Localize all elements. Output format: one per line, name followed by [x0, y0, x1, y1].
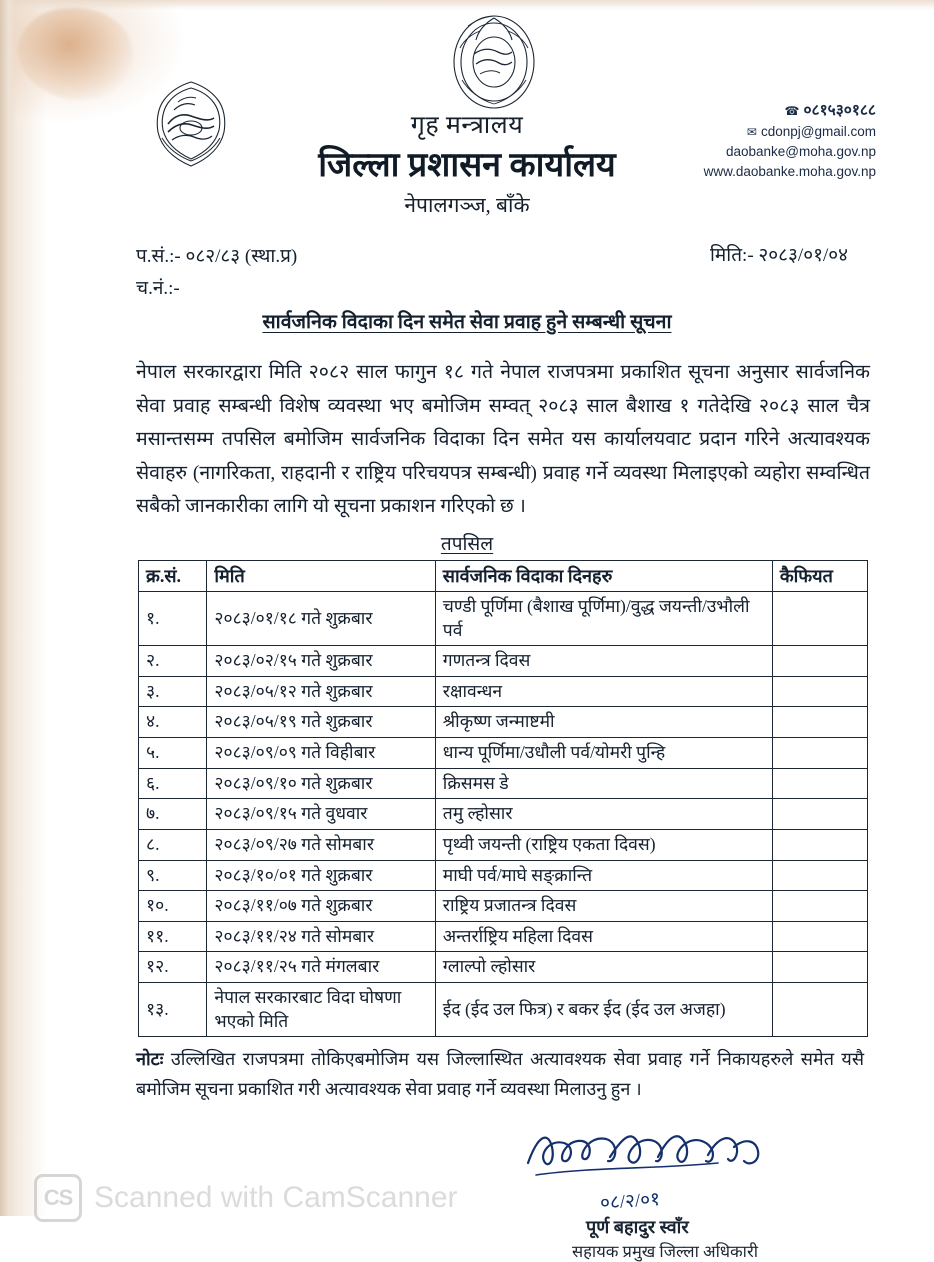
cell-remarks — [772, 676, 867, 707]
cell-remarks — [772, 860, 867, 891]
cell-sn: १३. — [139, 983, 207, 1037]
cell-date: २०८३/०९/२७ गते सोमबार — [207, 829, 435, 860]
reference-left — [136, 241, 297, 306]
cell-date: २०८३/१०/०१ गते शुक्रबार — [207, 860, 435, 891]
table-row — [139, 676, 868, 707]
camscanner-badge: CS — [34, 1174, 82, 1222]
cell-name: पृथ्वी जयन्ती (राष्ट्रिय एकता दिवस) — [435, 829, 772, 860]
cell-name: ग्लाल्पो ल्होसार — [435, 952, 772, 983]
note-label: नोटः — [136, 1049, 164, 1070]
letter-date: मिति:- २०८३/०१/०४ — [710, 245, 848, 266]
cell-name: गणतन्त्र दिवस — [435, 646, 772, 677]
signature-date: ०८/२/०१ — [599, 1189, 661, 1215]
cell-name: माघी पर्व/माघे सङ्क्रान्ति — [435, 860, 772, 891]
cell-remarks — [772, 829, 867, 860]
table-row — [139, 591, 868, 645]
contact-phone: ०८१५३०१८८ — [803, 102, 876, 119]
reference-block — [0, 241, 934, 305]
telephone-icon: ☎ — [784, 104, 800, 118]
cell-date: २०८३/०१/१८ गते शुक्रबार — [207, 591, 435, 645]
cell-date: २०८३/११/२४ गते सोमबार — [207, 921, 435, 952]
chalani-sankhya: च.नं.:- — [136, 278, 180, 300]
cell-name: चण्डी पूर्णिमा (बैशाख पूर्णिमा)/वुद्ध जयन्ती/उभौली पर्व — [435, 591, 772, 645]
table-row — [139, 921, 868, 952]
header-holiday-name: सार्वजनिक विदाका दिनहरु — [435, 560, 772, 591]
office-location: नेपालगञ्ज, बाँके — [404, 192, 530, 217]
header-date: मिति — [207, 560, 435, 591]
table-row — [139, 799, 868, 830]
letterhead — [0, 0, 934, 235]
cell-date: २०८३/०९/१० गते शुक्रबार — [207, 768, 435, 799]
schedule-label: तपसिल — [440, 533, 494, 555]
cell-name: ईद (ईद उल फित्र) र बकर ईद (ईद उल अजहा) — [435, 983, 772, 1037]
office-seal-icon — [438, 10, 550, 114]
table-row — [139, 952, 868, 983]
cell-remarks — [772, 738, 867, 769]
contact-email-secondary: daobanke@moha.gov.np — [725, 144, 876, 160]
notice-body: नेपाल सरकारद्वारा मिति २०८२ साल फागुन १८ गते नेपाल राजपत्रमा प्रकाशित सूचना अनुसार सार्वजनिक सेवा प्रवाह सम्बन्धी विशेष व्यवस्था भए बमोजिम सम्वत् २०८३ साल बैशाख १ गतेदेखि २०८३ साल चैत्र मसान्तसम्म तपसिल बमोजिम सार्वजनिक विदाका दिन समेत यस कार्यालयवाट प्रदान गरिने अत्यावश्यक सेवाहरु (नागरिकता, राहदानी र राष्ट्रिय परिचयपत्र सम्बन्धी) प्रवाह गर्ने व्यवस्था मिलाइएको व्यहोरा सम्वन्धित सबैको जानकारीका लागि यो सूचना प्रकाशन गरिएको छ । — [136, 362, 870, 518]
cell-sn: १. — [139, 591, 207, 645]
cell-sn: ४. — [139, 707, 207, 738]
cell-sn: १०. — [139, 891, 207, 922]
cell-remarks — [772, 983, 867, 1037]
table-row — [139, 860, 868, 891]
contact-phone-line — [704, 100, 876, 122]
table-row — [139, 646, 868, 677]
notice-subject: सार्वजनिक विदाका दिन समेत सेवा प्रवाह हुने सम्बन्धी सूचना — [262, 312, 672, 333]
office-name: जिल्ला प्रशासन कार्यालय — [318, 146, 616, 184]
holiday-table — [138, 560, 868, 1038]
cell-sn: ७. — [139, 799, 207, 830]
holiday-table-body — [139, 591, 868, 1036]
cell-sn: ५. — [139, 738, 207, 769]
cell-date: २०८३/११/०७ गते शुक्रबार — [207, 891, 435, 922]
cell-remarks — [772, 921, 867, 952]
cell-remarks — [772, 646, 867, 677]
cell-sn: ३. — [139, 676, 207, 707]
signatory-title: सहायक प्रमुख जिल्ला अधिकारी — [572, 1242, 758, 1262]
cell-sn: १२. — [139, 952, 207, 983]
cell-date: २०८३/०२/१५ गते शुक्रबार — [207, 646, 435, 677]
cell-date: २०८३/०९/१५ गते वुधवार — [207, 799, 435, 830]
cell-date: नेपाल सरकारबाट विदा घोषणा भएको मिति — [207, 983, 435, 1037]
cell-name: तमु ल्होसार — [435, 799, 772, 830]
cell-name: रक्षावन्धन — [435, 676, 772, 707]
cell-sn: ११. — [139, 921, 207, 952]
table-row — [139, 891, 868, 922]
contact-email-primary: cdonpj@gmail.com — [760, 124, 876, 140]
note-text: उल्लिखित राजपत्रमा तोकिएबमोजिम यस जिल्लास्थित अत्यावश्यक सेवा प्रवाह गर्ने निकायहरुले समेत यसै बमोजिम सूचना प्रकाशित गरी अत्यावश्यक सेवा प्रवाह गर्ने व्यवस्था मिलाउनु हुन । — [136, 1049, 865, 1100]
table-header-row — [139, 560, 868, 591]
table-row — [139, 829, 868, 860]
patra-sankhya: प.सं.:- ०८२/८३ (स्था.प्र) — [136, 246, 298, 267]
signatory-name: पूर्ण बहादुर स्वाँर — [586, 1217, 689, 1238]
contact-website: www.daobanke.moha.gov.np — [703, 163, 876, 179]
cell-sn: ८. — [139, 829, 207, 860]
table-row — [139, 738, 868, 769]
cell-remarks — [772, 768, 867, 799]
table-row — [139, 707, 868, 738]
cell-sn: २. — [139, 646, 207, 677]
cell-date: २०८३/०५/१९ गते शुक्रबार — [207, 707, 435, 738]
handwritten-signature-icon — [520, 1117, 780, 1187]
cell-name: अन्तर्राष्ट्रिय महिला दिवस — [435, 921, 772, 952]
cell-date: २०८३/०५/१२ गते शुक्रबार — [207, 676, 435, 707]
header-sn: क्र.सं. — [139, 560, 207, 591]
camscanner-text: Scanned with CamScanner — [94, 1181, 458, 1214]
cell-sn: ६. — [139, 768, 207, 799]
camscanner-watermark — [34, 1174, 458, 1222]
cell-sn: ९. — [139, 860, 207, 891]
table-row — [139, 983, 868, 1037]
cell-remarks — [772, 952, 867, 983]
cell-date: २०८३/११/२५ गते मंगलबार — [207, 952, 435, 983]
cell-remarks — [772, 707, 867, 738]
cell-remarks — [772, 891, 867, 922]
cell-name: धान्य पूर्णिमा/उधौली पर्व/योमरी पुन्हि — [435, 738, 772, 769]
header-remarks: कैफियत — [772, 560, 867, 591]
cell-name: क्रिसमस डे — [435, 768, 772, 799]
contact-block — [704, 100, 876, 181]
ministry-name: गृह मन्त्रालय — [410, 112, 524, 139]
cell-name: राष्ट्रिय प्रजातन्त्र दिवस — [435, 891, 772, 922]
cell-remarks — [772, 799, 867, 830]
table-row — [139, 768, 868, 799]
notice-footnote — [136, 1045, 864, 1105]
cell-name: श्रीकृष्ण जन्माष्टमी — [435, 707, 772, 738]
contact-email1-line — [704, 122, 876, 142]
cell-remarks — [772, 591, 867, 645]
envelope-icon: ✉ — [746, 125, 757, 140]
cell-date: २०८३/०९/०९ गते विहीबार — [207, 738, 435, 769]
